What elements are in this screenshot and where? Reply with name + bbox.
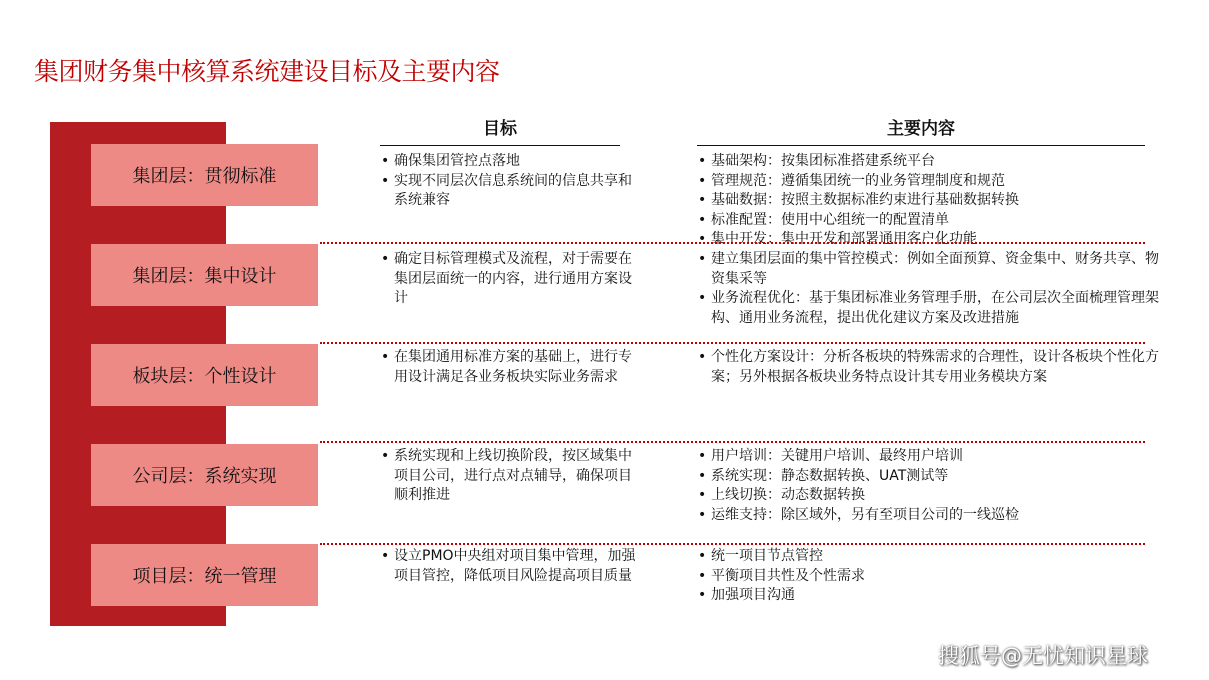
content-item: • 标准配置：使用中心组统一的配置清单: [711, 211, 1166, 231]
content-item: • 平衡项目共性及个性需求: [711, 567, 1166, 587]
watermark: 搜狐号@无忧知识星球: [938, 644, 1148, 668]
goal-list: [380, 547, 644, 586]
content-item: • 基础架构：按集团标准搭建系统平台: [711, 152, 1166, 172]
content-item: • 上线切换：动态数据转换: [711, 486, 1166, 506]
content-header: 主要内容: [697, 114, 1145, 146]
layer-box: [91, 544, 318, 606]
goal-item: • 设立PMO中央组对项目集中管理，加强项目管控，降低项目风险提高项目质量: [394, 547, 644, 586]
goal-list: [380, 348, 644, 387]
goal-list: [380, 152, 644, 211]
layer-label: 项目层：统一管理: [132, 566, 277, 587]
content-item: • 系统实现：静态数据转换、UAT测试等: [711, 467, 1166, 487]
layer-label: 集团层：贯彻标准: [132, 166, 277, 187]
content-item: • 集中开发：集中开发和部署通用客户化功能: [711, 230, 1166, 250]
page-title: 集团财务集中核算系统建设目标及主要内容: [34, 57, 500, 86]
goal-item: • 在集团通用标准方案的基础上，进行专用设计满足各业务板块实际业务需求: [394, 348, 644, 387]
goal-item: • 实现不同层次信息系统间的信息共享和系统兼容: [394, 172, 644, 211]
layer-box: [91, 244, 318, 306]
goal-header: 目标: [380, 114, 620, 146]
content-list: [697, 348, 1166, 387]
layer-label: 板块层：个性设计: [132, 366, 277, 387]
layer-box: [91, 344, 318, 406]
content-list: [697, 447, 1166, 525]
layer-box: [91, 144, 318, 206]
row-divider: [320, 342, 1145, 344]
goal-item: • 确定目标管理模式及流程，对于需要在集团层面统一的内容，进行通用方案设计: [394, 250, 644, 309]
content-list: [697, 547, 1166, 606]
content-item: • 个性化方案设计：分析各板块的特殊需求的合理性，设计各板块个性化方案；另外根据各板块业务特点设计其专用业务模块方案: [711, 348, 1166, 387]
content-item: • 业务流程优化：基于集团标准业务管理手册，在公司层次全面梳理管理架构、通用业务流程，提出优化建议方案及改进措施: [711, 289, 1166, 328]
content-item: • 统一项目节点管控: [711, 547, 1166, 567]
goal-item: • 确保集团管控点落地: [394, 152, 644, 172]
goal-list: [380, 447, 644, 506]
layer-label: 公司层：系统实现: [132, 466, 277, 487]
content-item: • 运维支持：除区域外，另有至项目公司的一线巡检: [711, 506, 1166, 526]
content-item: • 基础数据：按照主数据标准约束进行基础数据转换: [711, 191, 1166, 211]
row-divider: [320, 441, 1145, 443]
goal-list: [380, 250, 644, 309]
layer-box: [91, 444, 318, 506]
content-item: • 管理规范：遵循集团统一的业务管理制度和规范: [711, 172, 1166, 192]
row-divider: [320, 242, 1145, 244]
content-list: [697, 250, 1166, 328]
content-item: • 建立集团层面的集中管控模式：例如全面预算、资金集中、财务共享、物资集采等: [711, 250, 1166, 289]
layer-label: 集团层：集中设计: [132, 266, 277, 287]
content-item: • 用户培训：关键用户培训、最终用户培训: [711, 447, 1166, 467]
content-item: • 加强项目沟通: [711, 586, 1166, 606]
row-divider: [320, 543, 1145, 545]
content-list: [697, 152, 1166, 250]
goal-item: • 系统实现和上线切换阶段，按区域集中项目公司，进行点对点辅导，确保项目顺利推进: [394, 447, 644, 506]
